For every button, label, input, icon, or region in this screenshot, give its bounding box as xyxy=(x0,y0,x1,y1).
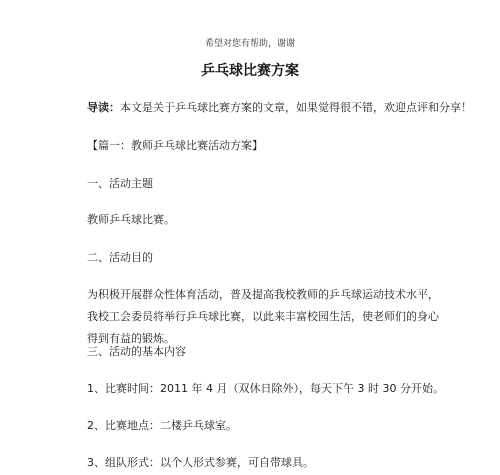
detail-match-location: 2、比赛地点：二楼乒乓球室。 xyxy=(87,419,237,432)
body-activity-theme: 教师乒乓球比赛。 xyxy=(87,213,175,226)
body-activity-purpose: 为积极开展群众性体育活动，普及提高我校教师的乒乓球运动技术水平，我校工会委员将举行乒乓球比赛，以此来丰富校园生活，使老师们的身心得到有益的锻炼。 xyxy=(87,288,439,345)
detail-match-time: 1、比赛时间：2011 年 4 月（双休日除外），每天下午 3 时 30 分开始。 xyxy=(87,382,444,395)
document-title: 乒乓球比赛方案 xyxy=(201,63,299,79)
heading-activity-content: 三、活动的基本内容 xyxy=(87,345,186,358)
heading-activity-purpose: 二、活动目的 xyxy=(87,251,153,264)
intro-text: 本文是关于乒乓球比赛方案的文章，如果觉得很不错，欢迎点评和分享！ xyxy=(120,101,472,114)
intro-line xyxy=(87,101,472,115)
intro-label: 导读： xyxy=(87,101,120,114)
header-note: 希望对您有帮助，谢谢 xyxy=(204,39,295,49)
section-heading: 【篇一：教师乒乓球比赛活动方案】 xyxy=(87,139,263,152)
detail-team-format: 3、组队形式：以个人形式参赛，可自带球具。 xyxy=(87,456,314,469)
heading-activity-theme: 一、活动主题 xyxy=(87,177,153,190)
